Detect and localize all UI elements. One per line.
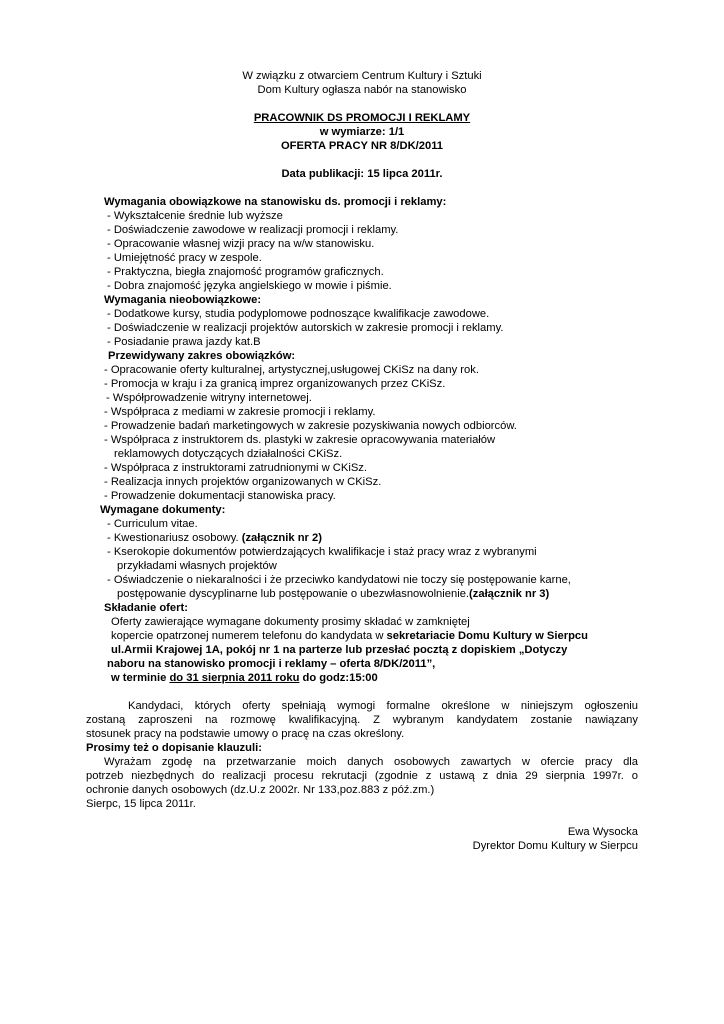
deadline-prefix: w terminie — [111, 672, 170, 684]
submission-deadline — [111, 671, 378, 685]
list-item: - Posiadanie prawa jazdy kat.B — [107, 336, 261, 348]
submission-line: Oferty zawierające wymagane dokumenty prosimy składać w zamkniętej — [111, 616, 470, 628]
notice-line: Kandydaci, których oferty spełniają wymogi formalne określone w niniejszym ogłoszeniu — [128, 700, 638, 712]
duties-heading: Przewidywany zakres obowiązków: — [108, 350, 296, 362]
list-item: - Kserokopie dokumentów potwierdzających kwalifikacje i staż pracy wraz z wybranymi — [107, 546, 537, 558]
submission-text: kopercie opatrzonej numerem telefonu do kandydata w — [111, 630, 387, 642]
optional-heading: Wymagania nieobowiązkowe: — [104, 294, 262, 306]
list-item: - Praktyczna, biegła znajomość programów graficznych. — [107, 266, 384, 278]
list-item: - Curriculum vitae. — [107, 518, 198, 530]
submission-annotation: naboru na stanowisko promocji i reklamy – oferta 8/DK/2011”, — [107, 658, 436, 670]
submission-address: ul.Armii Krajowej 1A, pokój nr 1 na parterze lub przesłać pocztą z dopiskiem „Dotyczy — [111, 644, 568, 656]
list-item: - Doświadczenie zawodowe w realizacji promocji i reklamy. — [107, 224, 399, 236]
offer-number: OFERTA PRACY NR 8/DK/2011 — [280, 140, 444, 152]
position-title: PRACOWNIK DS PROMOCJI I REKLAMY — [253, 112, 471, 124]
publication-date: Data publikacji: 15 lipca 2011r. — [281, 168, 443, 180]
intro-line-1: W związku z otwarciem Centrum Kultury i Sztuki — [242, 70, 482, 82]
mandatory-heading: Wymagania obowiązkowe na stanowisku ds. promocji i reklamy: — [104, 196, 447, 208]
place-date: Sierpc, 15 lipca 2011r. — [86, 798, 196, 810]
clause-heading: Prosimy też o dopisanie klauzuli: — [86, 742, 262, 754]
submission-line — [111, 629, 588, 643]
list-item: - Prowadzenie badań marketingowych w zakresie pozyskiwania nowych odbiorców. — [104, 420, 517, 432]
signature-name: Ewa Wysocka — [567, 826, 638, 838]
notice-line: zostaną zaproszeni na rozmowę kwalifikacyjną. Z wybranym kandydatem zostanie nawiązany — [86, 714, 638, 726]
attachment-ref: (załącznik nr 3) — [469, 588, 550, 600]
list-item-continuation: reklamowych dotyczących działalności CKiSz. — [114, 448, 343, 460]
list-item: - Współpraca z instruktorami zatrudnionymi w CKiSz. — [104, 462, 367, 474]
deadline-suffix: do godz:15:00 — [299, 672, 378, 684]
list-item: - Opracowanie własnej wizji pracy na w/w stanowisku. — [107, 238, 375, 250]
list-item: - Wykształcenie średnie lub wyższe — [107, 210, 283, 222]
list-item: - Opracowanie oferty kulturalnej, artystycznej,usługowej CKiSz na dany rok. — [104, 364, 479, 376]
clause-line: Wyrażam zgodę na przetwarzanie moich danych osobowych zawartych w ofercie pracy dla — [104, 756, 638, 768]
list-item — [107, 531, 322, 545]
attachment-ref: (załącznik nr 2) — [241, 532, 322, 544]
list-item: - Dodatkowe kursy, studia podyplomowe podnoszące kwalifikacje zawodowe. — [107, 308, 490, 320]
list-item: - Promocja w kraju i za granicą imprez organizowanych przez CKiSz. — [104, 378, 446, 390]
list-item: - Realizacja innych projektów organizowanych w CKiSz. — [104, 476, 382, 488]
list-item: - Umiejętność pracy w zespole. — [107, 252, 262, 264]
list-item: - Współprowadzenie witryny internetowej. — [106, 392, 312, 404]
list-item: - Doświadczenie w realizacji projektów autorskich w zakresie promocji i reklamy. — [107, 322, 504, 334]
intro-line-2: Dom Kultury ogłasza nabór na stanowisko — [257, 84, 467, 96]
questionnaire-text: - Kwestionariusz osobowy. — [107, 532, 242, 544]
list-item: - Dobra znajomość języka angielskiego w mowie i piśmie. — [107, 280, 392, 292]
list-item: - Współpraca z instruktorem ds. plastyki w zakresie opracowywania materiałów — [104, 434, 496, 446]
list-item: - Oświadczenie o niekaralności i że przeciwko kandydatowi nie toczy się postępowanie karne, — [107, 574, 571, 586]
signature-title: Dyrektor Domu Kultury w Sierpcu — [472, 840, 638, 852]
clause-line: potrzeb niezbędnych do realizacji procesu rekrutacji (zgodnie z ustawą z dnia 29 sierpnia 1997r. o — [86, 770, 638, 782]
statement-text: postępowanie dyscyplinarne lub postępowanie o ubezwłasnowolnienie. — [117, 588, 470, 600]
list-item: - Współpraca z mediami w zakresie promocji i reklamy. — [104, 406, 376, 418]
list-item-continuation: przykładami własnych projektów — [117, 560, 277, 572]
work-dimension: w wymiarze: 1/1 — [319, 126, 405, 138]
submission-heading: Składanie ofert: — [104, 602, 188, 614]
clause-line: ochronie danych osobowych (dz.U.z 2002r. Nr 133,poz.883 z póź.zm.) — [86, 784, 435, 796]
list-item: - Prowadzenie dokumentacji stanowiska pracy. — [104, 490, 336, 502]
documents-heading: Wymagane dokumenty: — [100, 504, 226, 516]
list-item-continuation — [117, 587, 549, 601]
notice-line: stosunek pracy na podstawie umowy o pracę na czas określony. — [86, 728, 405, 740]
submission-place: sekretariacie Domu Kultury w Sierpcu — [386, 630, 588, 642]
deadline-date: do 31 sierpnia 2011 roku — [169, 672, 300, 684]
